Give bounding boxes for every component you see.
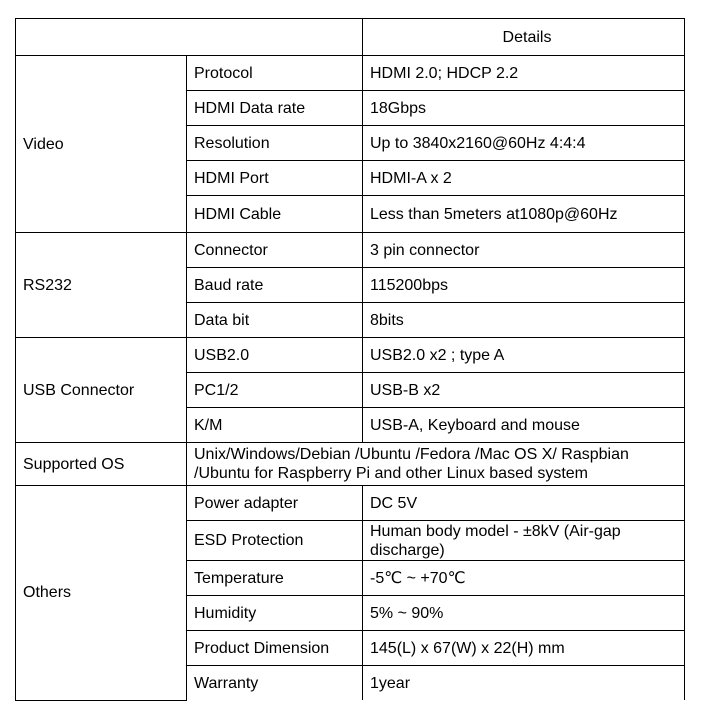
spec-table (15, 18, 685, 701)
item-cell: ESD Protection (187, 521, 363, 561)
value-cell: Less than 5meters at1080p@60Hz (363, 196, 685, 233)
value-cell: DC 5V (363, 486, 685, 521)
item-cell: K/M (187, 408, 363, 443)
item-cell: USB2.0 (187, 338, 363, 373)
section-label-others: Others (16, 486, 187, 701)
value-cell: -5℃ ~ +70℃ (363, 561, 685, 596)
value-cell: Unix/Windows/Debian /Ubuntu /Fedora /Mac OS X/ Raspbian /Ubuntu for Raspberry Pi and other Linux based system (187, 443, 685, 486)
value-cell: Up to 3840x2160@60Hz 4:4:4 (363, 126, 685, 161)
table-row (16, 56, 685, 91)
table-row (16, 486, 685, 521)
item-cell: Warranty (187, 666, 363, 701)
table-row (16, 338, 685, 373)
value-cell: 18Gbps (363, 91, 685, 126)
value-cell: 8bits (363, 303, 685, 338)
section-label-usb-connector: USB Connector (16, 338, 187, 443)
value-cell: 145(L) x 67(W) x 22(H) mm (363, 631, 685, 666)
item-cell: Humidity (187, 596, 363, 631)
value-cell: HDMI-A x 2 (363, 161, 685, 196)
value-cell: 1year (363, 666, 685, 701)
value-cell: USB-B x2 (363, 373, 685, 408)
item-cell: Product Dimension (187, 631, 363, 666)
value-cell: USB-A, Keyboard and mouse (363, 408, 685, 443)
section-label-video: Video (16, 56, 187, 233)
section-label-rs232: RS232 (16, 233, 187, 338)
value-cell: Human body model - ±8kV (Air-gap discharge) (363, 521, 685, 561)
item-cell: Data bit (187, 303, 363, 338)
value-cell: 115200bps (363, 268, 685, 303)
table-row (16, 443, 685, 486)
item-cell: HDMI Data rate (187, 91, 363, 126)
value-cell: USB2.0 x2 ; type A (363, 338, 685, 373)
item-cell: Baud rate (187, 268, 363, 303)
item-cell: Protocol (187, 56, 363, 91)
item-cell: HDMI Cable (187, 196, 363, 233)
table-row (16, 233, 685, 268)
item-cell: HDMI Port (187, 161, 363, 196)
item-cell: Resolution (187, 126, 363, 161)
item-cell: Power adapter (187, 486, 363, 521)
value-cell: 3 pin connector (363, 233, 685, 268)
item-cell: PC1/2 (187, 373, 363, 408)
header-details-cell: Details (363, 19, 685, 56)
header-blank-cell (16, 19, 363, 56)
value-cell: HDMI 2.0; HDCP 2.2 (363, 56, 685, 91)
item-cell: Connector (187, 233, 363, 268)
value-cell: 5% ~ 90% (363, 596, 685, 631)
item-cell: Temperature (187, 561, 363, 596)
header-row (16, 19, 685, 56)
section-label-supported-os: Supported OS (16, 443, 187, 486)
